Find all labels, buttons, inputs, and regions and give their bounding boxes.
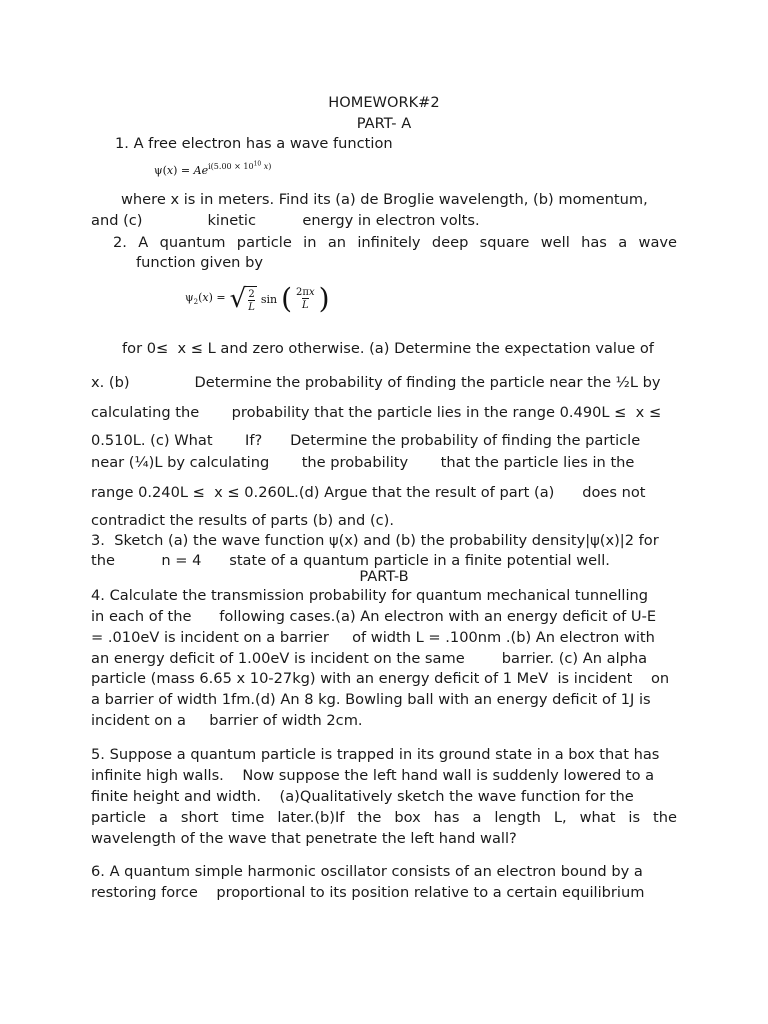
q6-line-2: restoring force proportional to its position relative to a certain equilibrium (91, 884, 645, 901)
q2-line-1: 2. A quantum particle in an infinitely deep square well has a wave (113, 234, 677, 251)
q4-line-6: a barrier of width 1fm.(d) An 8 kg. Bowling ball with an energy deficit of 1J is (91, 691, 651, 708)
q2-line-8: range 0.240L ≤ x ≤ 0.260L.(d) Argue that the result of part (a) does not (91, 484, 646, 501)
q4-line-1: 4. Calculate the transmission probability for quantum mechanical tunnelling (91, 587, 649, 604)
q5-line-4: particle a short time later.(b)If the box has a length L, what is the (91, 809, 677, 826)
q4-line-3: = .010eV is incident on a barrier of width L = .100nm .(b) An electron with (91, 629, 655, 646)
q4-line-2: in each of the following cases.(a) An electron with an energy deficit of U-E (91, 608, 657, 625)
q4-line-4: an energy deficit of 1.00eV is incident on the same barrier. (c) An alpha (91, 650, 648, 667)
q2-line-2: function given by (136, 254, 263, 271)
q2-line-5: calculating the probability that the particle lies in the range 0.490L ≤ x ≤ (91, 404, 662, 421)
part-a-heading: PART- A (356, 115, 412, 132)
q3-line-1: 3. Sketch (a) the wave function ψ(x) and (b) the probability density|ψ(x)|2 for (91, 532, 659, 549)
q2-line-3: for 0≤ x ≤ L and zero otherwise. (a) Determine the expectation value of (122, 340, 654, 357)
part-b-heading: PART-B (359, 568, 409, 585)
q4-line-7: incident on a barrier of width 2cm. (91, 712, 363, 729)
q6-line-1: 6. A quantum simple harmonic oscillator consists of an electron bound by a (91, 863, 643, 880)
q1-line-3: and (c) kinetic energy in electron volts. (91, 212, 480, 229)
q3-line-2: the n = 4 state of a quantum particle in a finite potential well. (91, 552, 610, 569)
q5-line-3: finite height and width. (a)Qualitatively sketch the wave function for the (91, 788, 634, 805)
q2-line-9: contradict the results of parts (b) and (c). (91, 512, 394, 529)
q2-line-6: 0.510L. (c) What If? Determine the probability of finding the particle (91, 432, 641, 449)
q1-equation: $\psi(x) = Ae^{i(5.00 \times 10^{10} x)}$ (154, 160, 272, 177)
q2-line-4: x. (b) Determine the probability of finding the particle near the ½L by (91, 374, 661, 391)
homework-title: HOMEWORK#2 (328, 94, 440, 111)
q4-line-5: particle (mass 6.65 x 10-27kg) with an energy deficit of 1 MeV is incident on (91, 670, 670, 687)
q5-line-1: 5. Suppose a quantum particle is trapped in its ground state in a box that has (91, 746, 660, 763)
q1-line-1: 1. A free electron has a wave function (115, 135, 393, 152)
q2-line-7: near (¼)L by calculating the probability that the particle lies in the (91, 454, 635, 471)
q2-equation: $\psi_2(x)$ = √ $\frac{2}{L}$ sin ( $\frac{2\pi x}{L}$ ) (185, 282, 330, 315)
q1-line-2: where x is in meters. Find its (a) de Broglie wavelength, (b) momentum, (121, 191, 648, 208)
sqrt-symbol: √ $\frac{2}{L}$ (229, 284, 255, 314)
q5-line-5: wavelength of the wave that penetrate the left hand wall? (91, 830, 517, 847)
q5-line-2: infinite high walls. Now suppose the left hand wall is suddenly lowered to a (91, 767, 655, 784)
